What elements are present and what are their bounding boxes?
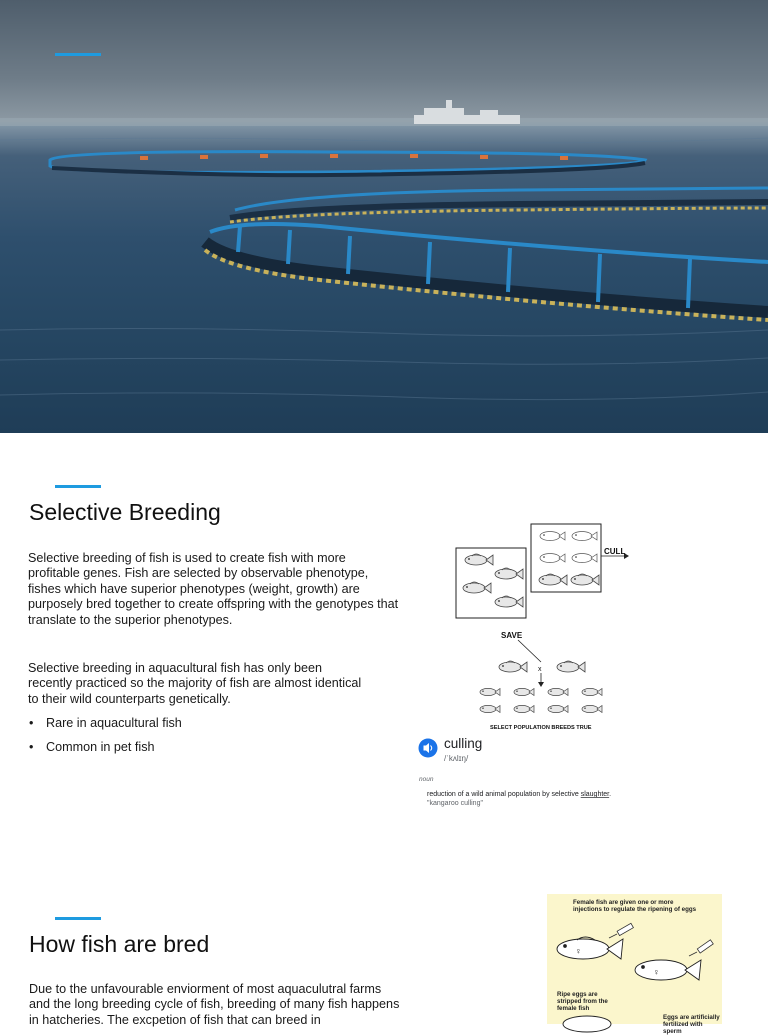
hero-image-fish-farm bbox=[0, 0, 768, 433]
female-symbol: ♀ bbox=[653, 967, 660, 977]
definition-part-of-speech: noun bbox=[419, 776, 434, 783]
section2-accent-line bbox=[55, 917, 101, 920]
fish-farm-illustration bbox=[0, 0, 768, 433]
definition-meaning: reduction of a wild animal population by selective slaughter. bbox=[427, 791, 612, 798]
female-fish-3 bbox=[563, 1016, 611, 1032]
definition-example: "kangaroo culling" bbox=[427, 800, 483, 807]
female-fish-1 bbox=[557, 937, 623, 959]
selective-breeding-diagram bbox=[418, 516, 683, 812]
section1-accent-line bbox=[55, 485, 101, 488]
hatchery-caption-eggs: Ripe eggs are stripped from the female fish bbox=[557, 991, 608, 1012]
definition-link: slaughter bbox=[580, 791, 610, 798]
section1-title: Selective Breeding bbox=[29, 499, 221, 525]
section1-paragraph2: Selective breeding in aquacultural fish has only been recently practiced so the majority of fish are almost identical to their wild counterparts genetically. bbox=[28, 661, 362, 706]
section1-bullet-list bbox=[28, 716, 328, 764]
diagram-caption: SELECT POPULATION BREEDS TRUE bbox=[490, 725, 592, 731]
section2-paragraph: Due to the unfavourable enviorment of most aquaculutral farms and the long breeding cycle of fish, breeding of many fish happens in hatcheries. The excpetion of fish that can breed in bbox=[29, 982, 400, 1027]
female-symbol: ♀ bbox=[575, 946, 582, 956]
cross-symbol: x bbox=[538, 666, 542, 673]
female-fish-2 bbox=[635, 960, 701, 980]
syringe-icon bbox=[689, 940, 713, 956]
section2-title: How fish are bred bbox=[29, 931, 210, 957]
save-label: SAVE bbox=[501, 631, 523, 640]
speaker-icon[interactable] bbox=[419, 739, 438, 758]
section1-paragraph1: Selective breeding of fish is used to create fish with more profitable genes. Fish are selected by observable phenotype, fishes which have superior phenotypes (weight, growth) are purposely bred together to create offspring with the genotypes that translate to the superior phenotypes. bbox=[28, 551, 399, 627]
far-pen-ring bbox=[50, 152, 645, 175]
definition-word: culling bbox=[444, 736, 483, 751]
hatchery-caption-injection: Female fish are given one or more injections to regulate the ripening of eggs bbox=[573, 899, 697, 913]
syringe-icon bbox=[609, 923, 633, 938]
near-pen-ring bbox=[205, 224, 768, 320]
cull-label: CULL bbox=[604, 547, 626, 556]
definition-pronunciation: /ˈkʌlɪŋ/ bbox=[444, 754, 469, 763]
ship-shape bbox=[414, 100, 520, 124]
hatchery-figure bbox=[547, 894, 722, 1035]
hero-accent-line bbox=[55, 53, 101, 56]
bullet-item: • Rare in aquacultural fish bbox=[28, 716, 328, 731]
hatchery-caption-fertilized: Eggs are artificially fertilized with sperm bbox=[663, 1014, 720, 1035]
middle-pen-ring bbox=[230, 188, 768, 222]
bullet-item: • Common in pet fish bbox=[28, 740, 328, 755]
